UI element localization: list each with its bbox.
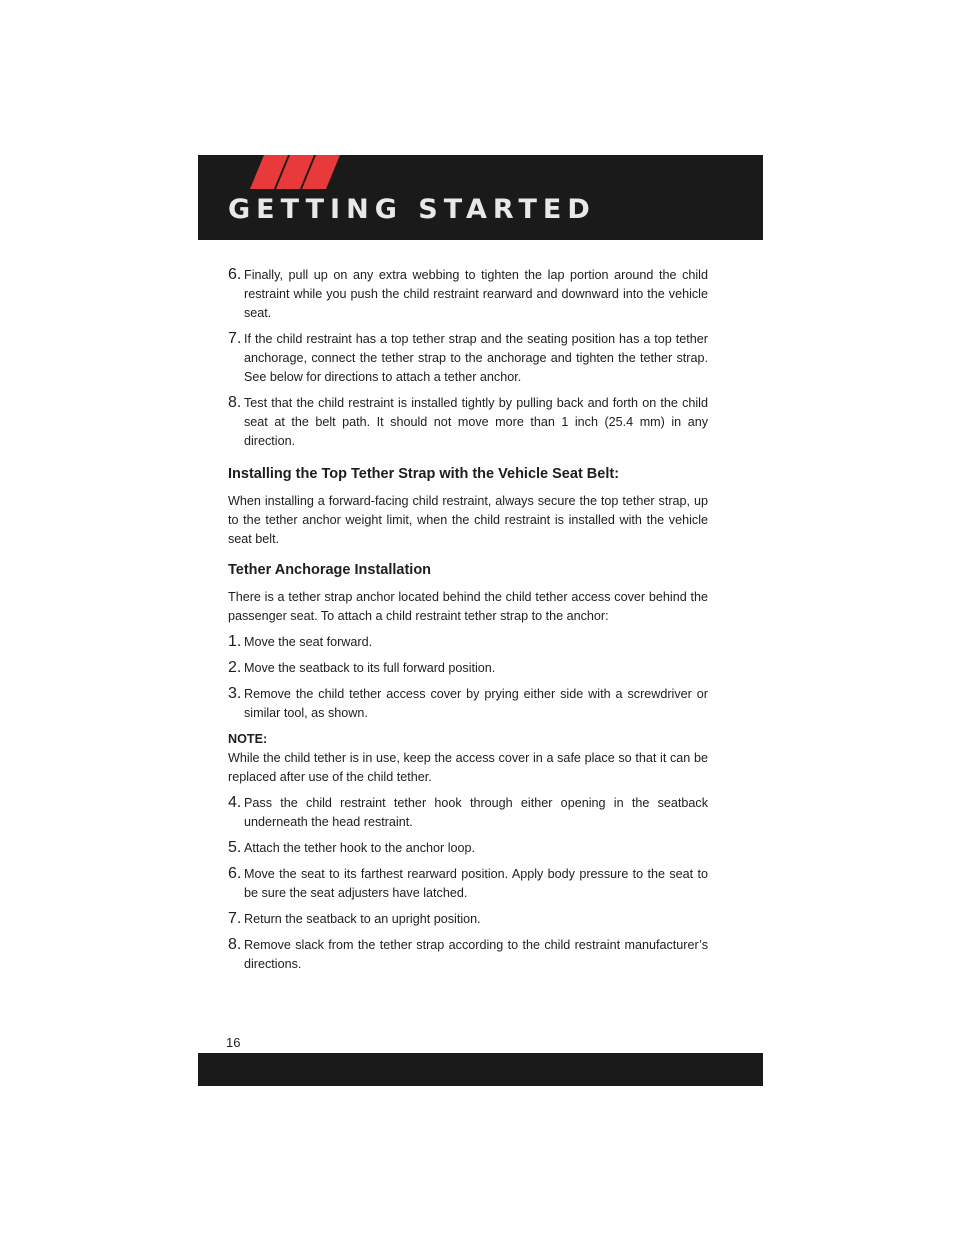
section-title: GETTING STARTED: [228, 194, 596, 225]
step-number: 8.: [228, 936, 242, 953]
note-text: While the child tether is in use, keep the access cover in a safe place so that it can be replaced after use of the child tether.: [228, 751, 708, 784]
list-item: [228, 394, 708, 451]
step-text: Remove slack from the tether strap according to the child restraint manufacturer’s directions.: [244, 938, 708, 971]
section-paragraph: When installing a forward-facing child restraint, always secure the top tether strap, up to the tether anchor weight limit, when the child restraint is installed with the vehicle seat belt.: [228, 494, 708, 546]
step-text: Return the seatback to an upright position.: [244, 912, 481, 926]
page-content: [228, 266, 708, 981]
list-item: [228, 865, 708, 903]
note-label: NOTE:: [228, 732, 268, 746]
list-item: [228, 330, 708, 387]
step-number: 2.: [228, 659, 242, 676]
step-text: Test that the child restraint is installed tightly by pulling back and forth on the child seat at the belt path. It should not move more than 1 inch (25.4 mm) in any direction.: [244, 396, 708, 448]
steps-list-c: [228, 794, 708, 974]
step-text: Move the seat forward.: [244, 635, 373, 649]
step-number: 8.: [228, 394, 242, 411]
list-item: [228, 794, 708, 832]
steps-list-a: [228, 266, 708, 451]
step-number: 4.: [228, 794, 242, 811]
step-number: 6.: [228, 266, 242, 283]
step-text: Attach the tether hook to the anchor loop.: [244, 841, 476, 855]
step-number: 1.: [228, 633, 242, 650]
step-text: Move the seatback to its full forward position.: [244, 661, 496, 675]
section-header-bar: [198, 155, 763, 240]
footer-bar: [198, 1053, 763, 1086]
racing-stripes-logo: [250, 155, 340, 189]
section-heading-tether-anchorage: Tether Anchorage Installation: [228, 562, 432, 578]
page-number: 16: [226, 1035, 241, 1050]
list-item: [228, 936, 708, 974]
section-heading-seat-belt-tether: Installing the Top Tether Strap with the Vehicle Seat Belt:: [228, 466, 620, 482]
step-text: Finally, pull up on any extra webbing to tighten the lap portion around the child restraint while you push the child restraint rearward and downward into the vehicle seat.: [244, 268, 708, 320]
step-text: Pass the child restraint tether hook through either opening in the seatback underneath the head restraint.: [244, 796, 708, 829]
list-item: [228, 659, 708, 678]
section-paragraph: There is a tether strap anchor located behind the child tether access cover behind the passenger seat. To attach a child restraint tether strap to the anchor:: [228, 590, 708, 623]
list-item: [228, 266, 708, 323]
list-item: [228, 910, 708, 929]
steps-list-b: [228, 633, 708, 723]
step-number: 3.: [228, 685, 242, 702]
list-item: [228, 839, 708, 858]
step-number: 7.: [228, 330, 242, 347]
step-text: Remove the child tether access cover by prying either side with a screwdriver or similar tool, as shown.: [244, 687, 708, 720]
step-text: If the child restraint has a top tether strap and the seating position has a top tether anchorage, connect the tether strap to the anchorage and tighten the tether strap. See below for directions to attach a tether anchor.: [244, 332, 708, 384]
step-text: Move the seat to its farthest rearward position. Apply body pressure to the seat to be sure the seat adjusters have latched.: [244, 867, 708, 900]
step-number: 6.: [228, 865, 242, 882]
list-item: [228, 633, 708, 652]
list-item: [228, 685, 708, 723]
step-number: 5.: [228, 839, 242, 856]
step-number: 7.: [228, 910, 242, 927]
